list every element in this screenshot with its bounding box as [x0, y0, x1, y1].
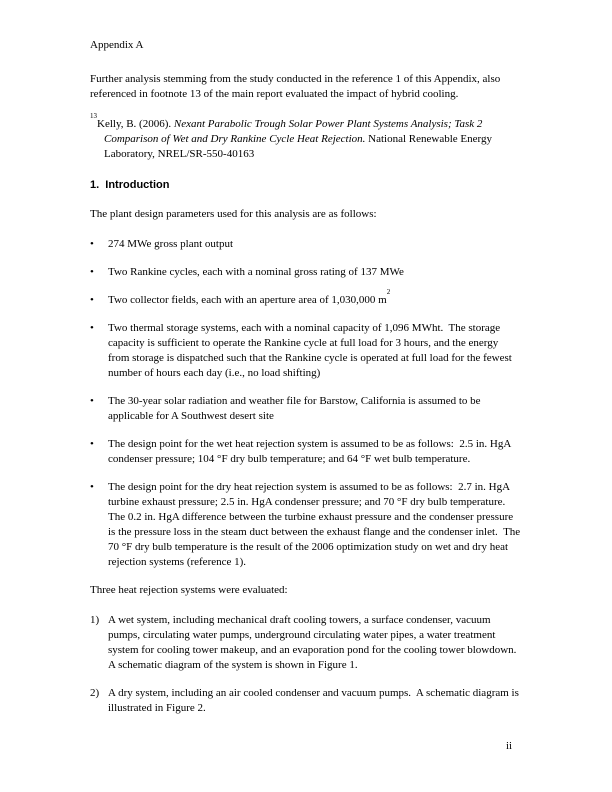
bullet-marker: • [90, 238, 94, 250]
bullet-text: 274 MWe gross plant output [108, 238, 233, 250]
bullet-text: Two collector fields, each with an aperture area of 1,030,000 m [108, 294, 387, 306]
reference-citation [90, 112, 522, 162]
list-number: 1) [90, 614, 100, 626]
numbered-item-wet-system [90, 613, 522, 673]
page-content [90, 38, 522, 729]
reference-author: Kelly, B. (2006). [97, 118, 174, 130]
reference-title: Nexant Parabolic Trough Solar Power Plant Systems Analysis; Task 2 Comparison of Wet and Dry Rankine Cycle Heat Rejection. [104, 118, 486, 145]
bullet-item-gross-output [90, 237, 522, 252]
bullet-item-dry-design-point [90, 480, 522, 570]
bullet-item-collector-fields [90, 288, 522, 308]
footnote-number: 13 [90, 112, 97, 121]
design-parameters-list [90, 237, 522, 570]
paragraph-further-analysis: Further analysis stemming from the study conducted in the reference 1 of this Appendix, also referenced in footnote 13 of the main report evaluated the impact of hybrid cooling. [90, 73, 504, 100]
bullet-text: The design point for the dry heat rejection system is assumed to be as follows: 2.7 in. HgA turbine exhaust pressure; 2.5 in. HgA condenser pressure; and 70 °F dry bulb temperature. The 0.2 in. HgA difference between the turbine exhaust pressure and the condenser pressure is the pressure loss in the steam duct between the exhaust flange and the condenser inlet. The 70 °F dry bulb temperature is the result of the 2006 optimization study on wet and dry heat rejection systems (reference 1). [108, 481, 523, 568]
list-number: 2) [90, 687, 100, 699]
reference-publisher: National Renewable Energy Laboratory, NREL/SR-550-40163 [104, 133, 495, 160]
section-heading-introduction: 1. Introduction [90, 179, 170, 191]
bullet-item-wet-design-point [90, 437, 522, 467]
bullet-marker: • [90, 395, 94, 407]
bullet-marker: • [90, 266, 94, 278]
bullet-item-thermal-storage [90, 321, 522, 381]
bullet-text: Two Rankine cycles, each with a nominal gross rating of 137 MWe [108, 266, 404, 278]
bullet-marker: • [90, 294, 94, 306]
heat-rejection-systems-list [90, 613, 522, 716]
paragraph-evaluated-lead: Three heat rejection systems were evaluated: [90, 584, 288, 596]
bullet-marker: • [90, 481, 94, 493]
page-header-appendix: Appendix A [90, 39, 144, 51]
squared-superscript: 2 [386, 288, 391, 297]
bullet-marker: • [90, 438, 94, 450]
page-number: ii [506, 740, 513, 752]
bullet-item-weather-file [90, 394, 522, 424]
numbered-item-text: A wet system, including mechanical draft cooling towers, a surface condenser, vacuum pumps, circulating water pumps, underground circulating water pipes, a water treatment system for cooling tower makeup, and an evaporation pond for the cooling tower blowdown. A schematic diagram of the system is shown in Figure 1. [108, 614, 522, 671]
numbered-item-text: A dry system, including an air cooled condenser and vacuum pumps. A schematic diagram is illustrated in Figure 2. [108, 687, 522, 714]
bullet-text: The design point for the wet heat rejection system is assumed to be as follows: 2.5 in. HgA condenser pressure; 104 °F dry bulb temperature; and 64 °F wet bulb temperature. [108, 438, 514, 465]
bullet-marker: • [90, 322, 94, 334]
numbered-item-dry-system [90, 686, 522, 716]
bullet-text: The 30-year solar radiation and weather file for Barstow, California is assumed to be applicable for A Southwest desert site [108, 395, 484, 422]
paragraph-design-params-lead: The plant design parameters used for this analysis are as follows: [90, 208, 377, 220]
bullet-item-rankine-cycles [90, 265, 522, 280]
bullet-text: Two thermal storage systems, each with a nominal capacity of 1,096 MWht. The storage capacity is sufficient to operate the Rankine cycle at full load for 3 hours, and the energy from storage is dispatched such that the Rankine cycle is operated at full load for the fewest number of hours each day (i.e., no load shifting) [108, 322, 515, 379]
